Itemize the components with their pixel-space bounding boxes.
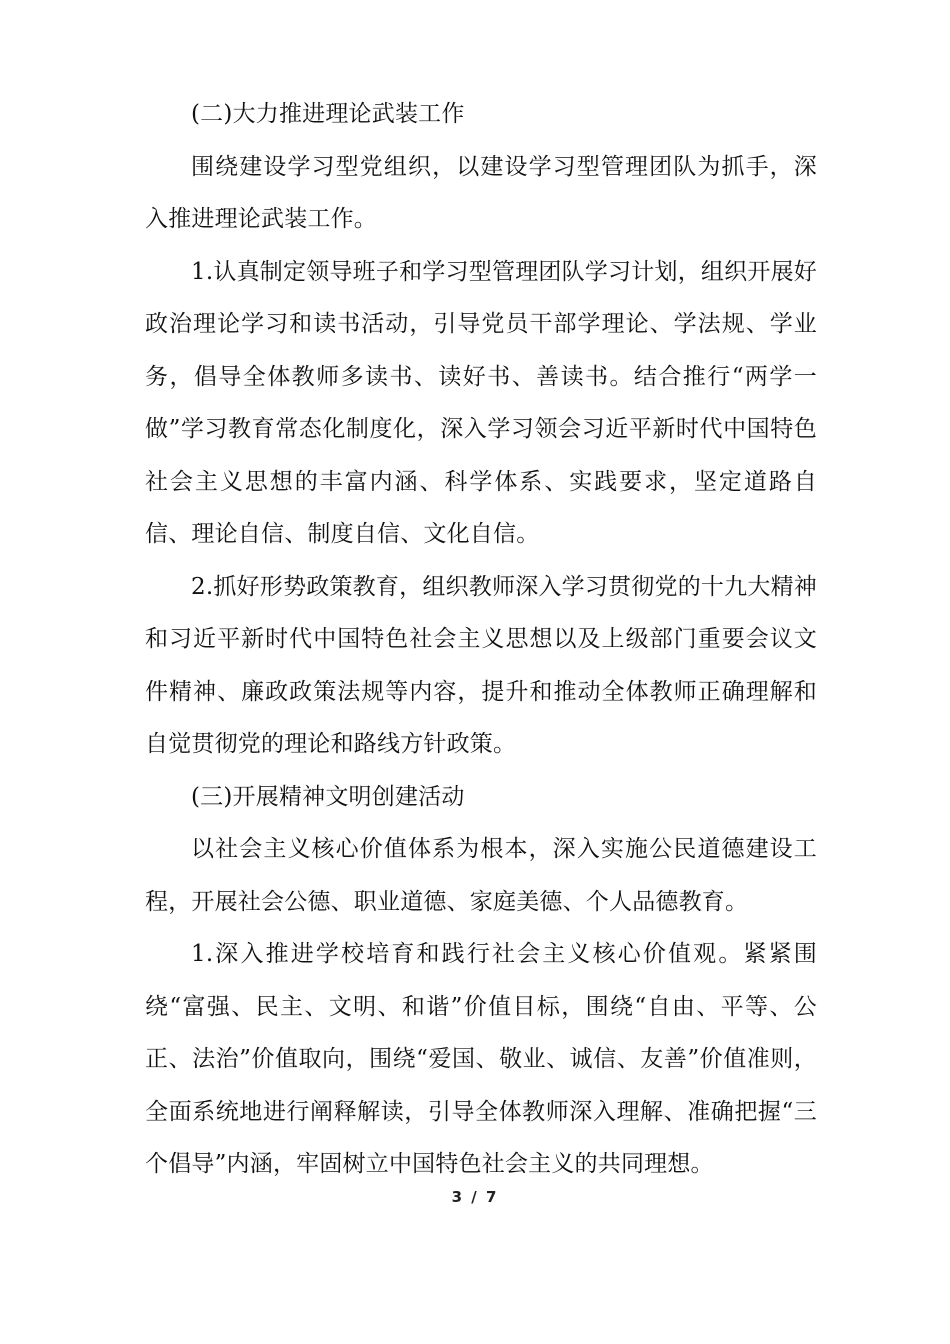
paragraph-item-3-1: 1.深入推进学校培育和践行社会主义核心价值观。紧紧围绕“富强、民主、文明、和谐”价值目标，围绕“自由、平等、公正、法治”价值取向，围绕“爱国、敬业、诚信、友善”价值准则，全面系统地进行阐释解读，引导全体教师深入理解、准确把握“三个倡导”内涵，牢固树立中国特色社会主义的共同理想。 — [145, 941, 817, 1177]
page-number: 3 / 7 — [451, 1188, 499, 1206]
paragraph-item-2-2: 2.抓好形势政策教育，组织教师深入学习贯彻党的十九大精神和习近平新时代中国特色社会主义思想以及上级部门重要会议文件精神、廉政政策法规等内容，提升和推动全体教师正确理解和自觉贯彻党的理论和路线方针政策。 — [145, 573, 817, 757]
document-body — [145, 88, 817, 1191]
paragraph-intro-2: 围绕建设学习型党组织，以建设学习型管理团队为抓手，深入推进理论武装工作。 — [145, 153, 817, 232]
section-heading-2: (二)大力推进理论武装工作 — [191, 101, 465, 127]
paragraph-intro-3: 以社会主义核心价值体系为根本，深入实施公民道德建设工程，开展社会公德、职业道德、家庭美德、个人品德教育。 — [145, 836, 817, 915]
paragraph-item-2-1: 1.认真制定领导班子和学习型管理团队学习计划，组织开展好政治理论学习和读书活动，引导党员干部学理论、学法规、学业务，倡导全体教师多读书、读好书、善读书。结合推行“两学一做”学习教育常态化制度化，深入学习领会习近平新时代中国特色社会主义思想的丰富内涵、科学体系、实践要求，坚定道路自信、理论自信、制度自信、文化自信。 — [145, 258, 817, 547]
section-heading-3: (三)开展精神文明创建活动 — [191, 783, 465, 810]
